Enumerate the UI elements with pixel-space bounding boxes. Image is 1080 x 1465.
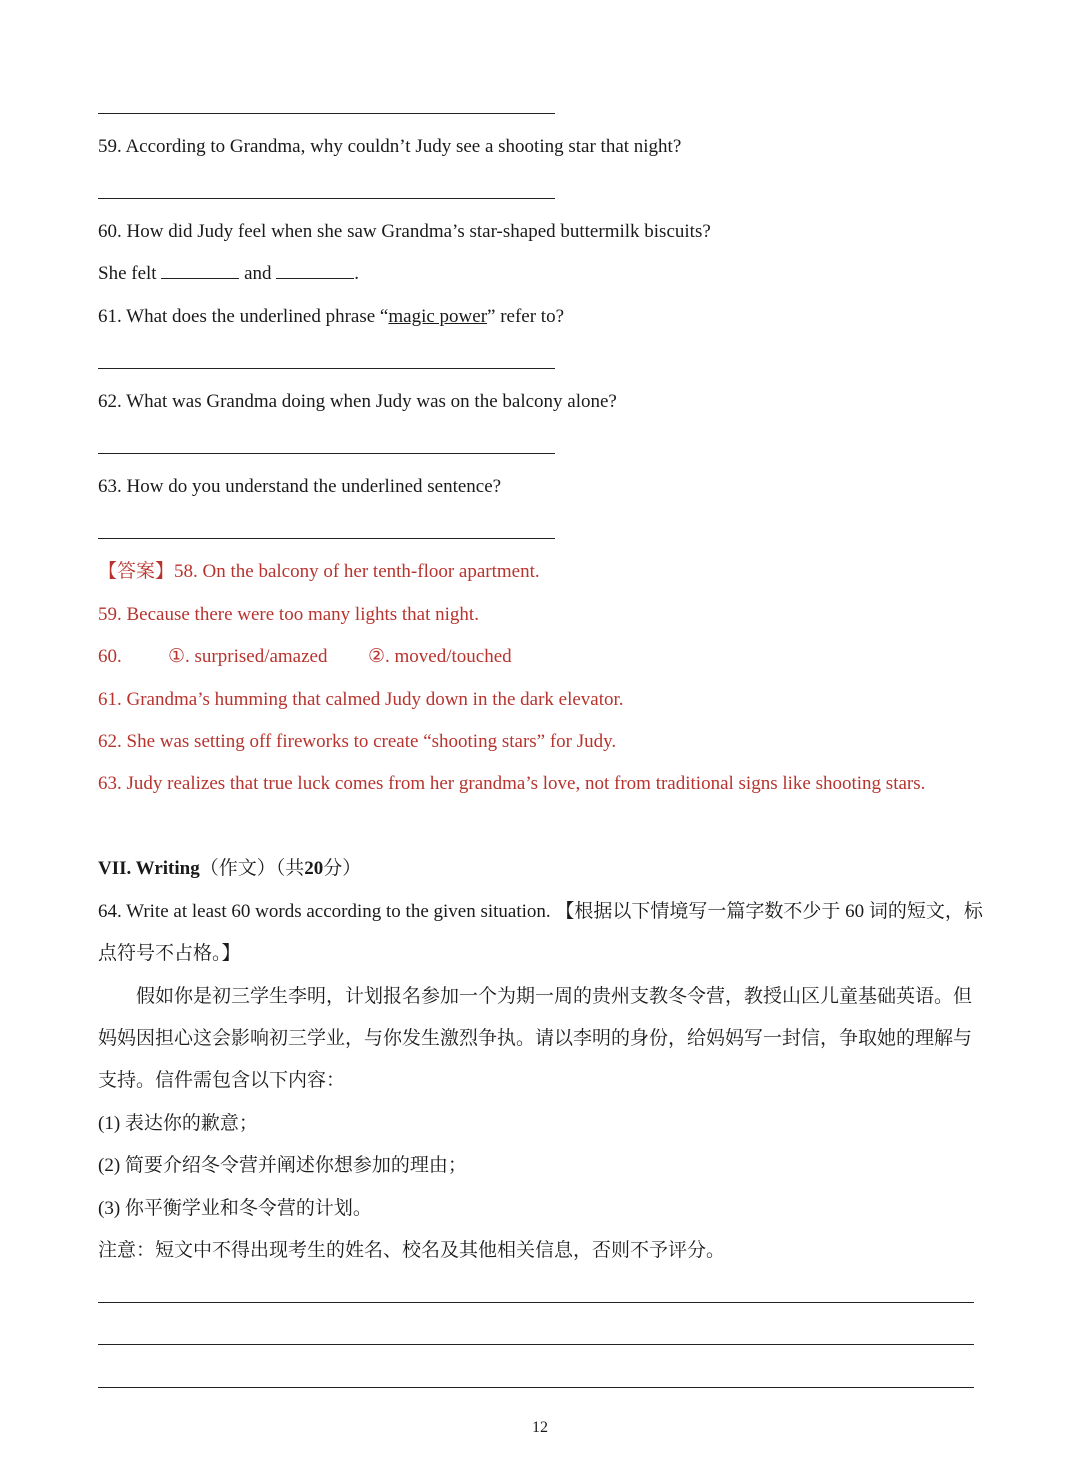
writing-note: 注意：短文中不得出现考生的姓名、校名及其他相关信息，否则不予评分。 (98, 1240, 726, 1261)
question-64-line2: 点符号不占格。】 (98, 943, 241, 964)
q60-blank-1[interactable] (161, 262, 239, 279)
answer-63: 63. Judy realizes that true luck comes from her grandma’s love, not from traditional signs like shooting stars. (98, 773, 926, 794)
situation-line2: 妈妈因担心这会影响初三学业，与你发生激烈争执。请以李明的身份，给妈妈写一封信，争取她的理解与 (98, 1028, 973, 1049)
writing-heading-cn2: 分） (323, 858, 362, 879)
q61-part-b: ” refer to? (487, 306, 565, 327)
question-60: 60. How did Judy feel when she saw Grandma’s star-shaped buttermilk biscuits? (98, 221, 711, 242)
q61-part-a: 61. What does the underlined phrase “ (98, 306, 389, 327)
question-61 (98, 305, 564, 329)
answer-line-62[interactable] (98, 453, 555, 454)
writing-heading-score: 20 (304, 858, 324, 879)
situation-line1: 假如你是初三学生李明，计划报名参加一个为期一周的贵州支教冬令营，教授山区儿童基础英语。但 (136, 986, 973, 1007)
situation-line3: 支持。信件需包含以下内容： (98, 1070, 346, 1091)
answer-label: 【答案】 (98, 561, 175, 582)
answer-62: 62. She was setting off fireworks to create “shooting stars” for Judy. (98, 731, 617, 752)
writing-line-1[interactable] (98, 1302, 974, 1303)
answer-line-58[interactable] (98, 113, 555, 114)
answer-line-63[interactable] (98, 538, 555, 539)
writing-heading-cn1: （作文）（共 (199, 858, 305, 879)
answer-60-num: 60. (98, 646, 122, 667)
page-number: 12 (532, 1419, 548, 1436)
requirement-1: (1) 表达你的歉意； (98, 1113, 258, 1134)
q61-underlined-phrase: magic power (388, 306, 488, 327)
writing-heading-en: VII. Writing (98, 858, 200, 879)
answer-60-2: ②. moved/touched (368, 646, 512, 667)
question-59: 59. According to Grandma, why couldn’t Judy see a shooting star that night? (98, 136, 682, 157)
writing-line-2[interactable] (98, 1344, 974, 1345)
question-62: 62. What was Grandma doing when Judy was on the balcony alone? (98, 391, 617, 412)
writing-line-3[interactable] (98, 1387, 974, 1388)
q60-end: . (354, 263, 360, 284)
question-64-line1: 64. Write at least 60 words according to the given situation. 【根据以下情境写一篇字数不少于 60 词的短文，标 (98, 901, 983, 922)
q60-and: and (244, 263, 272, 284)
answer-59: 59. Because there were too many lights that night. (98, 604, 479, 625)
q60-prefix: She felt (98, 263, 157, 284)
question-63: 63. How do you understand the underlined sentence? (98, 476, 502, 497)
requirement-2: (2) 简要介绍冬令营并阐述你想参加的理由； (98, 1155, 467, 1176)
writing-heading (98, 857, 361, 881)
answer-61: 61. Grandma’s humming that calmed Judy down in the dark elevator. (98, 689, 624, 710)
answer-58 (98, 560, 540, 584)
question-60-fill (98, 262, 359, 286)
answer-60 (98, 645, 512, 669)
answer-58-text: 58. On the balcony of her tenth-floor apartment. (174, 561, 540, 582)
q60-blank-2[interactable] (276, 262, 354, 279)
answer-60-1: ①. surprised/amazed (168, 646, 328, 667)
requirement-3: (3) 你平衡学业和冬令营的计划。 (98, 1198, 372, 1219)
answer-line-61[interactable] (98, 368, 555, 369)
answer-line-59[interactable] (98, 198, 555, 199)
